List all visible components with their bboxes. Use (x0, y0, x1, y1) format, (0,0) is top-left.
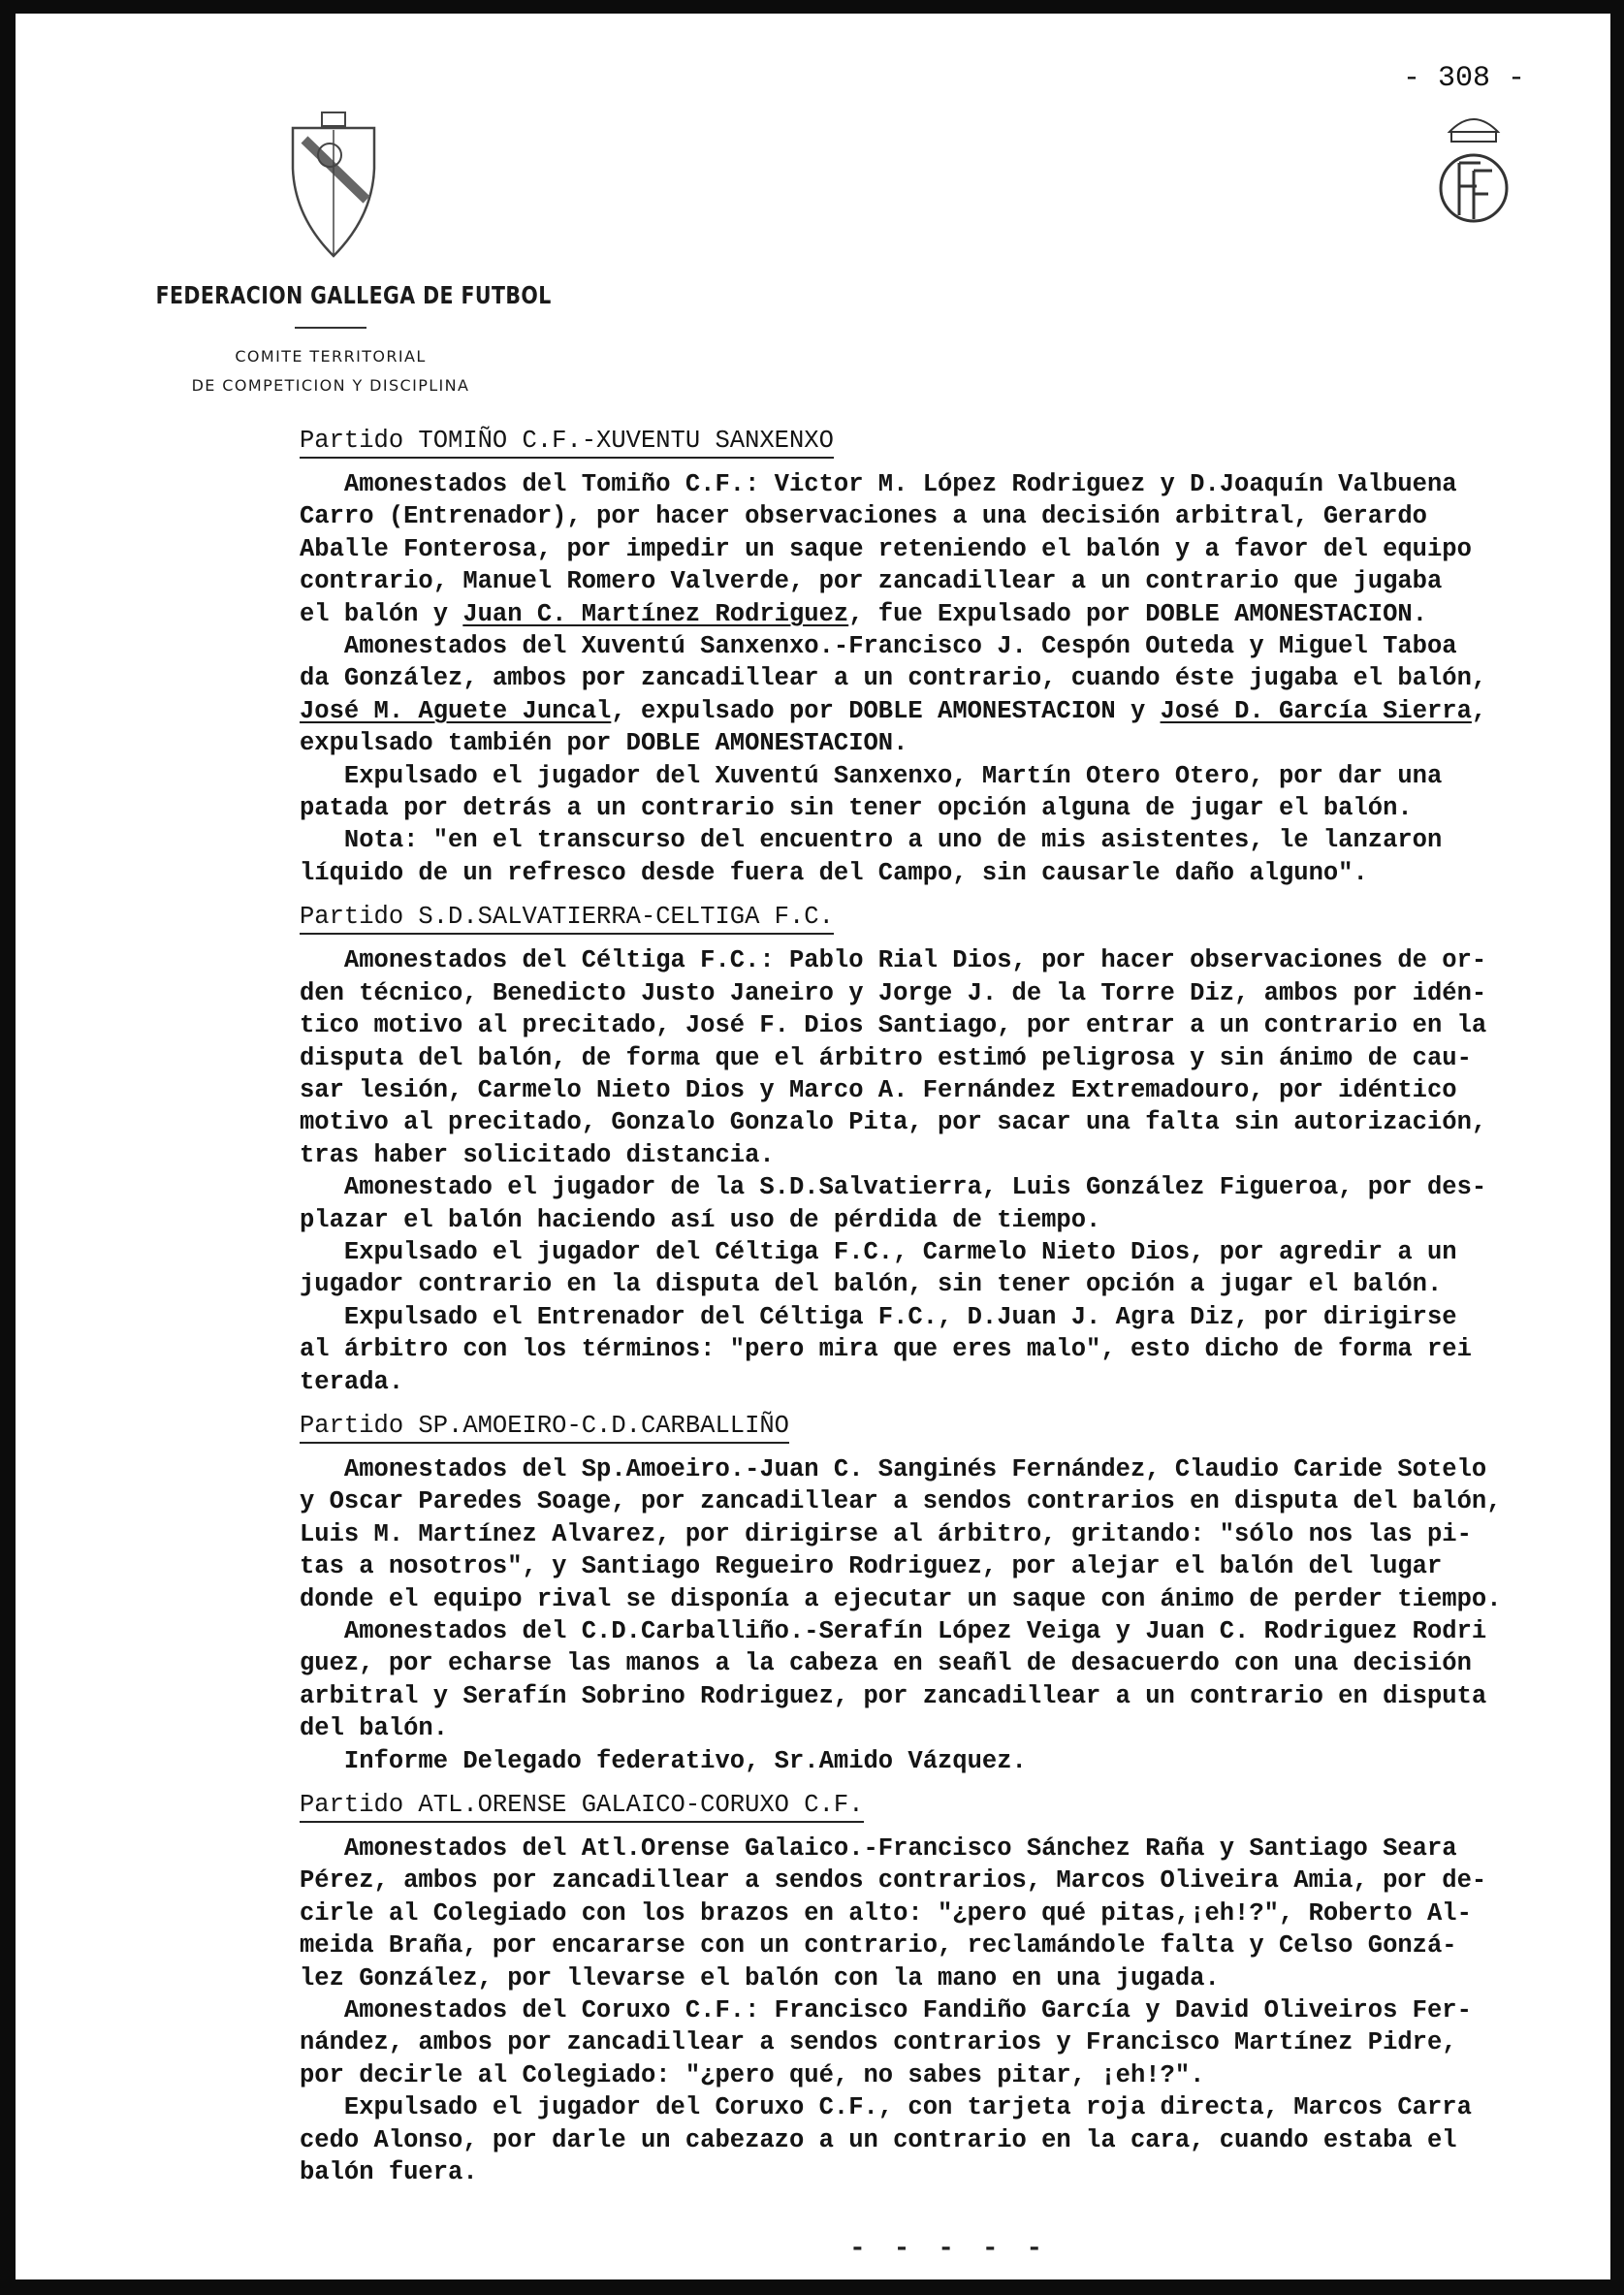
text-line (300, 565, 1599, 597)
line-text: lez González, por llevarse el balón con la mano en una jugada. (300, 1963, 1220, 1992)
text-line (300, 1712, 1599, 1744)
line-text: Amonestados del Tomiño C.F.: Victor M. López Rodriguez y D.Joaquín Valbuena (300, 470, 1457, 498)
line-text: líquido de un refresco desde fuera del Campo, sin causarle daño alguno". (300, 858, 1368, 887)
document-page (16, 14, 1610, 2279)
committee-line-1: COMITE TERRITORIAL (235, 347, 427, 366)
line-text: den técnico, Benedicto Justo Janeiro y Jorge J. de la Torre Diz, ambos por idén- (300, 978, 1487, 1007)
text-line (300, 1518, 1599, 1550)
line-text: y Oscar Paredes Soage, por zancadillear a sendos contrarios en disputa del balón, (300, 1487, 1502, 1516)
line-text: jugador contrario en la disputa del balón, sin tener opción a jugar el balón. (300, 1270, 1443, 1299)
line-text: terada. (300, 1367, 404, 1396)
text-line (300, 857, 1599, 889)
line-text: contrario, Manuel Romero Valverde, por zancadillear a un contrario que jugaba (300, 567, 1443, 596)
report-paragraph (300, 2091, 1599, 2188)
report-paragraph (300, 1171, 1599, 1236)
match-section (300, 1789, 1599, 2188)
report-paragraph (300, 1301, 1599, 1398)
line-text: Informe Delegado federativo, Sr.Amido Vázquez. (300, 1746, 1027, 1775)
line-text: Carro (Entrenador), por hacer observaciones a una decisión arbitral, Gerardo (300, 502, 1427, 531)
text-line (300, 1074, 1599, 1106)
match-title: Partido S.D.SALVATIERRA-CELTIGA F.C. (300, 902, 834, 935)
text-line (300, 760, 1599, 792)
report-paragraph (300, 1994, 1599, 2091)
text-line (300, 630, 1599, 662)
text-line (300, 533, 1599, 565)
line-text: Nota: "en el transcurso del encuentro a uno de mis asistentes, le lanzaron (300, 826, 1443, 855)
text-line (300, 1897, 1599, 1929)
line-text: Pérez, ambos por zancadillear a sendos contrarios, Marcos Oliveira Amia, por de- (300, 1866, 1487, 1896)
line-text: donde el equipo rival se disponía a ejecutar un saque con ánimo de perder tiempo. (300, 1584, 1502, 1613)
match-section (300, 1410, 1599, 1777)
line-text: Expulsado el jugador del Coruxo C.F., con tarjeta roja directa, Marcos Carra (300, 2093, 1472, 2122)
text-line (300, 1009, 1599, 1041)
line-text: nández, ambos por zancadillear a sendos contrarios y Francisco Martínez Pidre, (300, 2028, 1457, 2057)
report-paragraph (300, 1745, 1599, 1777)
text-line (300, 695, 1599, 727)
text-line (300, 1204, 1599, 1236)
rfef-crest-logo (1430, 103, 1517, 239)
line-text: guez, por echarse las manos a la cabeza en seañl de desacuerdo con una decisión (300, 1649, 1472, 1678)
text-line (300, 1929, 1599, 1961)
line-text: cirle al Colegiado con los brazos en alto: "¿pero qué pitas,¡eh!?", Roberto Al- (300, 1898, 1472, 1928)
report-paragraph (300, 1453, 1599, 1615)
text-line (300, 598, 1599, 630)
text-line (300, 1615, 1599, 1647)
text-line (300, 1106, 1599, 1138)
text-line (300, 1550, 1599, 1582)
line-text: plazar el balón haciendo así uso de pérdida de tiempo. (300, 1205, 1101, 1234)
line-text: tras haber solicitado distancia. (300, 1140, 775, 1169)
text-line (300, 824, 1599, 856)
text-line (300, 1994, 1599, 2026)
text-line (300, 2091, 1599, 2123)
text-line (300, 2124, 1599, 2156)
committee-line-2: DE COMPETICION Y DISCIPLINA (191, 376, 470, 395)
text-line (300, 500, 1599, 532)
line-text: Amonestados del Atl.Orense Galaico.-Francisco Sánchez Raña y Santiago Seara (300, 1834, 1457, 1864)
line-text: expulsado también por DOBLE AMONESTACION. (300, 729, 908, 758)
text-line (300, 1745, 1599, 1777)
line-text: Aballe Fonterosa, por impedir un saque reteniendo el balón y a favor del equipo (300, 534, 1472, 563)
text-line (300, 1865, 1599, 1897)
text-line (300, 468, 1599, 500)
match-section (300, 425, 1599, 889)
header-divider (295, 327, 366, 329)
line-text: Amonestados del Sp.Amoeiro.-Juan C. Sanginés Fernández, Claudio Caride Sotelo (300, 1454, 1487, 1483)
report-paragraph (300, 944, 1599, 1171)
text-line (300, 1833, 1599, 1865)
line-text: , expulsado por DOBLE AMONESTACION y (611, 696, 1161, 725)
line-text: Expulsado el Entrenador del Céltiga F.C., D.Juan J. Agra Diz, por dirigirse (300, 1302, 1457, 1331)
line-text: Expulsado el jugador del Xuventú Sanxenxo, Martín Otero Otero, por dar una (300, 761, 1443, 790)
line-text: motivo al precitado, Gonzalo Gonzalo Pita, por sacar una falta sin autorización, (300, 1108, 1487, 1137)
disciplinary-report (300, 425, 1599, 2201)
text-line (300, 2026, 1599, 2058)
line-text: da González, ambos por zancadillear a un contrario, cuando éste jugaba el balón, (300, 664, 1487, 693)
text-line (300, 1171, 1599, 1203)
line-text: el balón y (300, 599, 463, 628)
line-text: Amonestados del Céltiga F.C.: Pablo Rial Dios, por hacer observaciones de or- (300, 946, 1487, 975)
text-line (300, 1042, 1599, 1074)
text-line (300, 1583, 1599, 1615)
federation-name: FEDERACION GALLEGA DE FUTBOL (155, 281, 552, 309)
line-text: Luis M. Martínez Alvarez, por dirigirse al árbitro, gritando: "sólo nos las pi- (300, 1519, 1472, 1548)
line-text: Amonestados del Xuventú Sanxenxo.-Francisco J. Cespón Outeda y Miguel Taboa (300, 632, 1457, 661)
text-line (300, 1680, 1599, 1712)
report-paragraph (300, 1833, 1599, 1994)
page-number: - 308 - (1402, 62, 1525, 95)
text-line (300, 1301, 1599, 1333)
line-text: meida Braña, por encararse con un contrario, reclamándole falta y Celso Gonzá- (300, 1931, 1457, 1960)
line-text: al árbitro con los términos: "pero mira que eres malo", esto dicho de forma rei (300, 1335, 1472, 1364)
text-line (300, 944, 1599, 976)
report-paragraph (300, 1615, 1599, 1745)
text-line (300, 1453, 1599, 1485)
line-text: , fue Expulsado por DOBLE AMONESTACION. (848, 599, 1428, 628)
line-text: Expulsado el jugador del Céltiga F.C., Carmelo Nieto Dios, por agredir a un (300, 1237, 1457, 1266)
line-text: arbitral y Serafín Sobrino Rodriguez, por zancadillear a un contrario en disputa (300, 1681, 1487, 1710)
line-text: Amonestados del C.D.Carballiño.-Serafín López Veiga y Juan C. Rodriguez Rodri (300, 1617, 1487, 1645)
text-line (300, 662, 1599, 694)
text-line (300, 727, 1599, 759)
text-line (300, 1268, 1599, 1300)
match-title: Partido TOMIÑO C.F.-XUVENTU SANXENXO (300, 426, 834, 459)
text-line (300, 977, 1599, 1009)
report-paragraph (300, 630, 1599, 760)
line-text: Amonestados del Coruxo C.F.: Francisco Fandiño García y David Oliveiros Fer- (300, 1996, 1472, 2025)
underlined-player-name: José M. Aguete Juncal (300, 696, 612, 725)
line-text: patada por detrás a un contrario sin tener opción alguna de jugar el balón. (300, 794, 1413, 823)
end-of-section-mark: - - - - - (849, 2234, 1049, 2264)
text-line (300, 2156, 1599, 2188)
match-title: Partido SP.AMOEIRO-C.D.CARBALLIÑO (300, 1411, 789, 1444)
match-section (300, 901, 1599, 1398)
report-paragraph (300, 468, 1599, 630)
line-text: del balón. (300, 1714, 449, 1743)
line-text: por decirle al Colegiado: "¿pero qué, no sabes pitar, ¡eh!?". (300, 2060, 1205, 2089)
text-line (300, 1485, 1599, 1517)
text-line (300, 1236, 1599, 1268)
text-line (300, 1962, 1599, 1994)
federation-header (117, 281, 552, 400)
text-line (300, 792, 1599, 824)
line-text: tico motivo al precitado, José F. Dios Santiago, por entrar a un contrario en la (300, 1011, 1487, 1040)
match-title: Partido ATL.ORENSE GALAICO-CORUXO C.F. (300, 1790, 864, 1823)
line-text: sar lesión, Carmelo Nieto Dios y Marco A. Fernández Extremadouro, por idéntico (300, 1075, 1457, 1104)
text-line (300, 1647, 1599, 1679)
report-paragraph (300, 760, 1599, 825)
line-text: cedo Alonso, por darle un cabezazo a un contrario en la cara, cuando estaba el (300, 2125, 1457, 2154)
line-text: tas a nosotros", y Santiago Regueiro Rodriguez, por alejar el balón del lugar (300, 1552, 1443, 1581)
line-text: balón fuera. (300, 2158, 478, 2187)
text-line (300, 1333, 1599, 1365)
text-line (300, 1139, 1599, 1171)
text-line (300, 2059, 1599, 2091)
line-text: disputa del balón, de forma que el árbitro estimó peligrosa y sin ánimo de cau- (300, 1043, 1472, 1072)
text-line (300, 1366, 1599, 1398)
federation-shield-logo (285, 111, 382, 266)
underlined-player-name: José D. García Sierra (1160, 696, 1472, 725)
underlined-player-name: Juan C. Martínez Rodriguez (462, 599, 849, 628)
line-text: Amonestado el jugador de la S.D.Salvatierra, Luis González Figueroa, por des- (300, 1173, 1487, 1202)
line-text: , (1471, 696, 1487, 725)
report-paragraph (300, 1236, 1599, 1301)
report-paragraph (300, 824, 1599, 889)
